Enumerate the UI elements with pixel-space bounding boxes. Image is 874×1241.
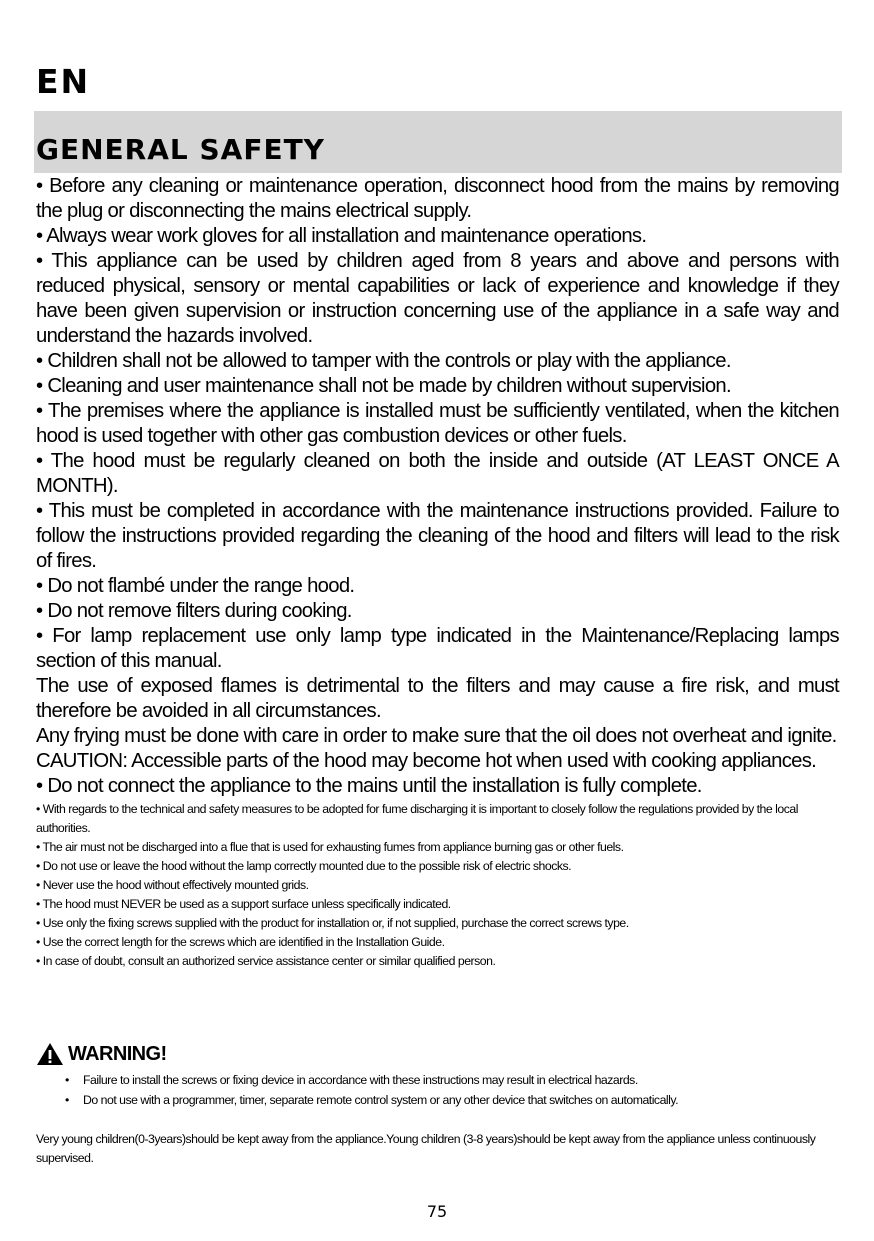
paragraph: The use of exposed flames is detrimental to the filters and may cause a fire risk, and must therefore be avoided in all circumstances. — [36, 675, 839, 722]
paragraph: • This must be completed in accordance with the maintenance instructions provided. Failure to follow the instructions provided regarding the cleaning of the hood and filters will lead to the risk of fires. — [36, 500, 839, 572]
paragraph: CAUTION: Accessible parts of the hood may become hot when used with cooking appliances. — [36, 750, 817, 772]
small-paragraph: • Do not use or leave the hood without the lamp correctly mounted due to the possible risk of electric shocks. — [36, 859, 572, 873]
bullet: • — [65, 1073, 69, 1087]
paragraph: • The hood must be regularly cleaned on both the inside and outside (AT LEAST ONCE A MONTH). — [36, 450, 839, 497]
small-paragraph: • Never use the hood without effectively mounted grids. — [36, 878, 309, 892]
paragraph: • The premises where the appliance is installed must be sufficiently ventilated, when the kitchen hood is used together with other gas combustion devices or other fuels. — [36, 400, 839, 447]
warning-item-text: Failure to install the screws or fixing device in accordance with these instructions may result in electrical hazards. — [83, 1073, 638, 1087]
paragraph: • Do not remove filters during cooking. — [36, 600, 352, 622]
paragraph: • Before any cleaning or maintenance operation, disconnect hood from the mains by removing the plug or disconnecting the mains electrical supply. — [36, 175, 839, 222]
page-number: 75 — [426, 1202, 448, 1221]
small-print-list — [36, 800, 839, 971]
small-paragraph: • The hood must NEVER be used as a support surface unless specifically indicated. — [36, 897, 451, 911]
small-paragraph: • Use only the fixing screws supplied with the product for installation or, if not supplied, purchase the correct screws type. — [36, 916, 629, 930]
small-paragraph: • In case of doubt, consult an authorized service assistance center or similar qualified person. — [36, 954, 496, 968]
paragraph: • Children shall not be allowed to tamper with the controls or play with the appliance. — [36, 350, 731, 372]
small-paragraph: • With regards to the technical and safety measures to be adopted for fume discharging it is important to closely follow the regulations provided by the local authorities. — [36, 802, 798, 835]
children-footnote: Very young children(0-3years)should be kept away from the appliance.Young children (3-8 years)should be kept away from the appliance unless continuously supervised. — [36, 1132, 816, 1165]
safety-body — [36, 174, 839, 971]
section-title: GENERAL SAFETY — [36, 133, 325, 166]
paragraph: • Do not connect the appliance to the mains until the installation is fully complete. — [36, 775, 702, 797]
paragraph: • For lamp replacement use only lamp type indicated in the Maintenance/Replacing lamps section of this manual. — [36, 625, 839, 672]
paragraph: • Do not flambé under the range hood. — [36, 575, 355, 597]
bullet: • — [65, 1092, 69, 1107]
paragraph: Any frying must be done with care in order to make sure that the oil does not overheat and ignite. — [36, 725, 837, 747]
language-code: EN — [36, 62, 91, 101]
warning-title: WARNING! — [68, 1042, 167, 1065]
warning-item — [65, 1091, 678, 1111]
warning-triangle-icon — [36, 1042, 64, 1066]
small-paragraph: • The air must not be discharged into a flue that is used for exhausting fumes from appliance burning gas or other fuels. — [36, 840, 624, 854]
warning-heading — [36, 1042, 167, 1066]
warning-item — [65, 1071, 678, 1091]
section-header-bar — [34, 111, 842, 173]
paragraph: • Always wear work gloves for all installation and maintenance operations. — [36, 225, 647, 247]
warning-list — [65, 1071, 678, 1110]
warning-item-text: Do not use with a programmer, timer, separate remote control system or any other device that switches on automatically. — [83, 1092, 679, 1107]
paragraph: • This appliance can be used by children aged from 8 years and above and persons with reduced physical, sensory or mental capabilities or lack of experience and knowledge if they have been given supervision or instruction concerning use of the appliance in a safe way and understand the hazards involved. — [36, 250, 839, 347]
paragraph: • Cleaning and user maintenance shall not be made by children without supervision. — [36, 375, 731, 397]
small-paragraph: • Use the correct length for the screws which are identified in the Installation Guide. — [36, 935, 445, 949]
